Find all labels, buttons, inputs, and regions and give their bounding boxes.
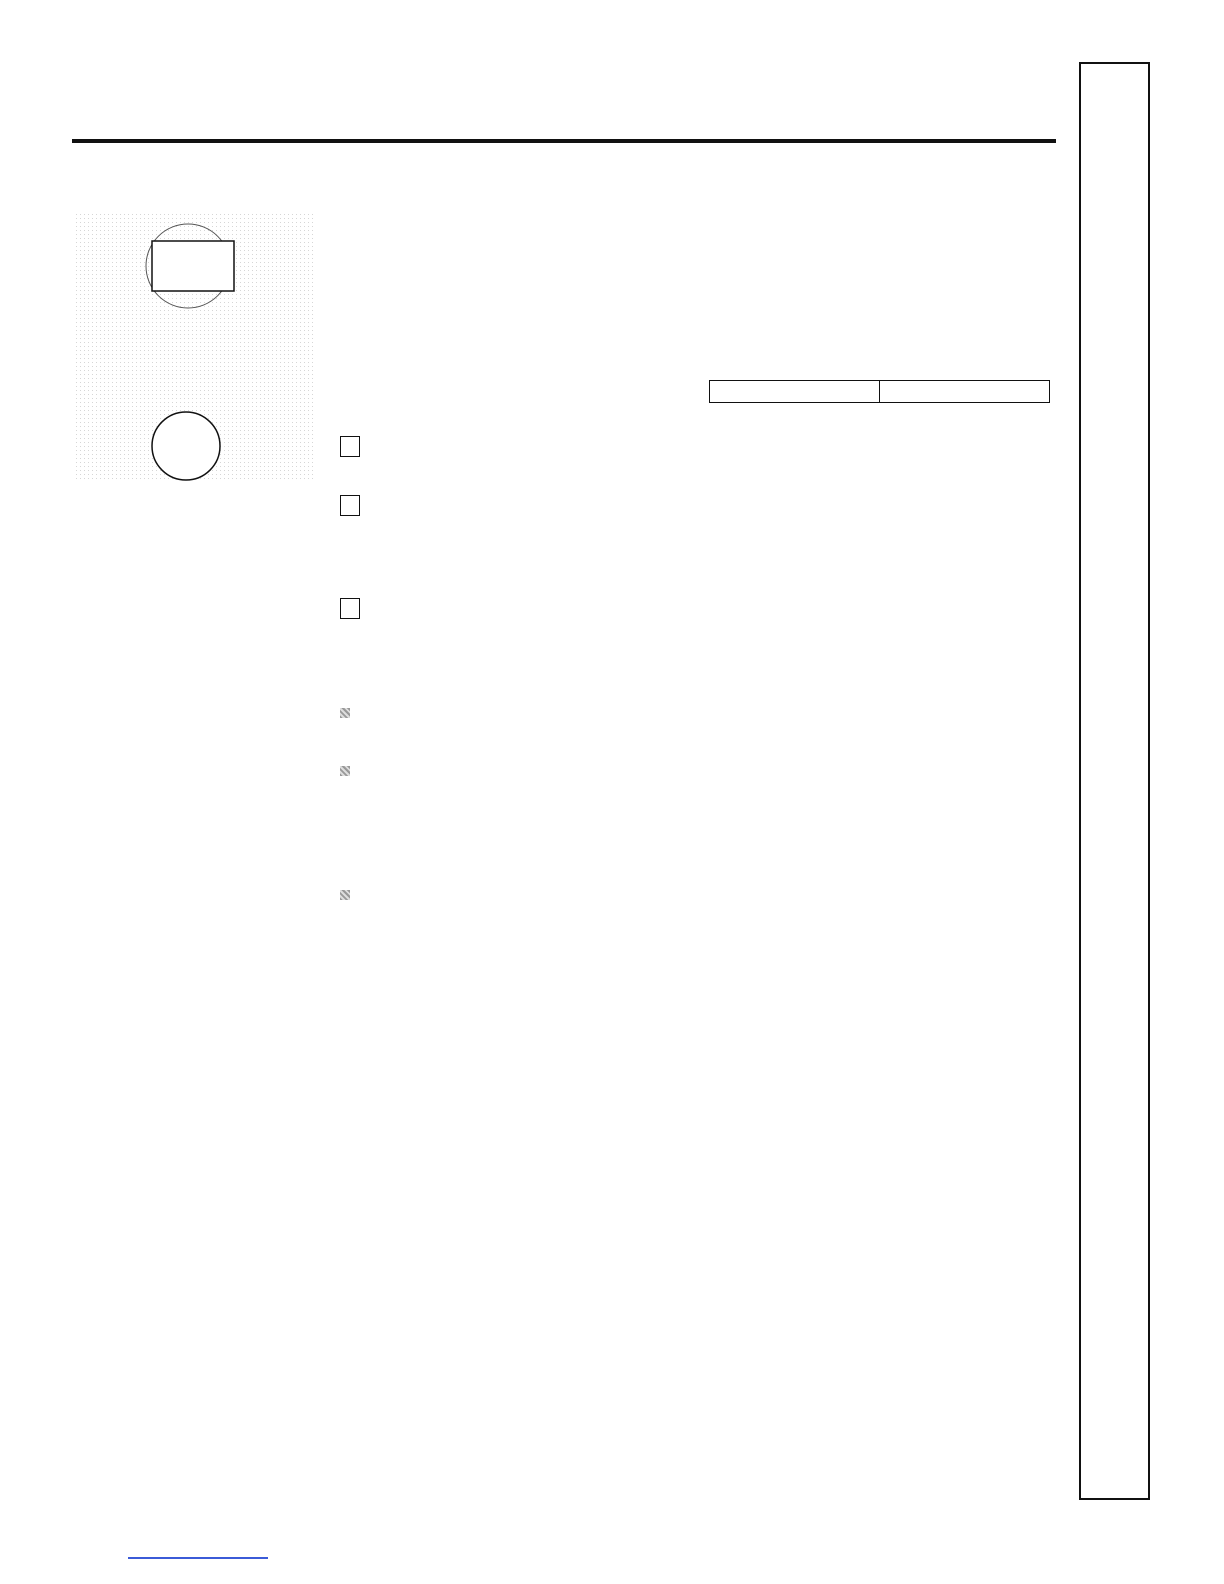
keypad-illustration: [76, 214, 316, 482]
step-number: [340, 436, 360, 457]
bullet-icon: [340, 708, 350, 718]
start-button: [152, 412, 220, 480]
footer-link-line: [128, 1557, 268, 1559]
title-rule: [72, 139, 1056, 143]
table-header-enter: [880, 381, 1050, 403]
step-number: [340, 495, 360, 516]
bullet-icon: [340, 890, 350, 900]
table-header-weight: [710, 381, 880, 403]
step-number: [340, 598, 360, 619]
conversion-table: [709, 380, 1050, 403]
section-tabs: [1079, 62, 1150, 1500]
bullet-icon: [340, 766, 350, 776]
table-header-row: [710, 381, 1050, 403]
